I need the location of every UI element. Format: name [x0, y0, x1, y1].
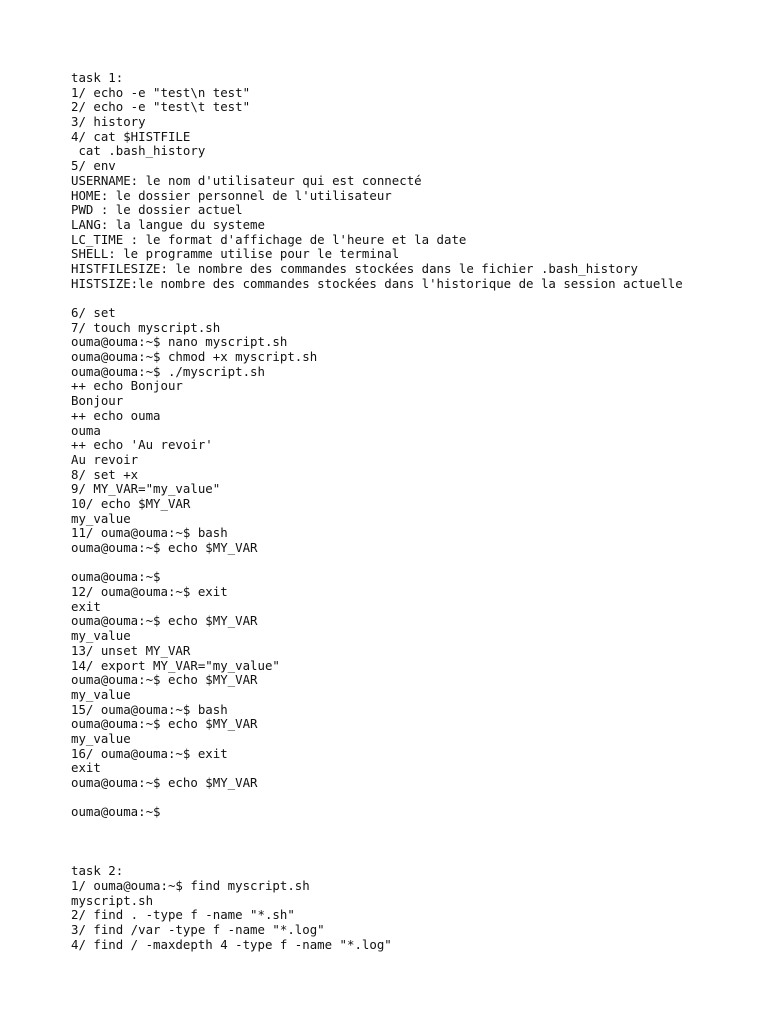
blank-line [71, 791, 751, 806]
blank-line [71, 820, 751, 835]
text-line: PWD : le dossier actuel [71, 202, 243, 218]
text-line: 6/ set [71, 305, 116, 320]
blank-line [71, 835, 751, 850]
text-line: 16/ ouma@ouma:~$ exit [71, 745, 228, 761]
blank-line [71, 849, 751, 864]
text-line: myscript.sh [71, 892, 154, 908]
blank-line [71, 556, 751, 571]
text-line: 12/ ouma@ouma:~$ exit [71, 584, 228, 600]
text-line: HISTSIZE:le nombre des commandes stockées dans l'historique de la session actuelle [71, 275, 683, 291]
document-page [71, 71, 751, 952]
text-line: ouma@ouma:~$ echo $MY_VAR [71, 716, 258, 732]
text-line: ouma@ouma:~$ echo $MY_VAR [71, 540, 258, 555]
text-line: 4/ cat $HISTFILE [71, 128, 191, 144]
text-line: exit [71, 760, 101, 776]
text-line: exit [71, 598, 101, 614]
text-line: ouma@ouma:~$ ./myscript.sh [71, 363, 265, 379]
blank-line [71, 291, 751, 306]
text-line: task 1: [71, 70, 124, 85]
text-line: task 2: [71, 863, 124, 879]
text-line: ouma@ouma:~$ [71, 569, 161, 585]
text-line: LANG: la langue du systeme [71, 216, 265, 232]
text-line: 5/ env [71, 158, 116, 174]
text-line: 2/ echo -e "test\t test" [71, 99, 251, 115]
text-line: 9/ MY_VAR="my_value" [71, 481, 221, 497]
text-line: ouma@ouma:~$ echo $MY_VAR [71, 613, 258, 629]
text-line: ouma [71, 422, 101, 438]
text-line: 11/ ouma@ouma:~$ bash [71, 525, 228, 541]
text-line: Bonjour [71, 393, 124, 409]
text-line: 8/ set +x [71, 466, 139, 482]
text-line: my_value [71, 510, 131, 526]
text-line: USERNAME: le nom d'utilisateur qui est connecté [71, 172, 422, 188]
text-line: 1/ ouma@ouma:~$ find myscript.sh [71, 877, 310, 893]
text-line: 2/ find . -type f -name "*.sh" [71, 907, 295, 923]
text-line: 15/ ouma@ouma:~$ bash [71, 701, 228, 717]
text-line: 1/ echo -e "test\n test" [71, 84, 251, 100]
text-line: 10/ echo $MY_VAR [71, 495, 191, 511]
text-line: ouma@ouma:~$ nano myscript.sh [71, 334, 288, 350]
text-line: 7/ touch myscript.sh [71, 319, 221, 335]
text-line: LC_TIME : le format d'affichage de l'heure et la date [71, 231, 467, 247]
text-line: my_value [71, 628, 131, 644]
text-line: 4/ find / -maxdepth 4 -type f -name "*.log" [71, 936, 392, 952]
text-line: my_value [71, 730, 131, 746]
text-line: 3/ history [71, 114, 146, 130]
text-line: ouma@ouma:~$ [71, 804, 161, 820]
text-line: 13/ unset MY_VAR [71, 642, 191, 658]
text-line: ++ echo ouma [71, 407, 161, 423]
text-line: ouma@ouma:~$ echo $MY_VAR [71, 672, 258, 688]
text-line: ++ echo 'Au revoir' [71, 437, 213, 453]
text-line: cat .bash_history [71, 143, 206, 159]
text-line: ouma@ouma:~$ echo $MY_VAR [71, 775, 258, 790]
text-line: ouma@ouma:~$ chmod +x myscript.sh [71, 349, 318, 365]
text-line: Au revoir [71, 451, 139, 467]
text-line: ++ echo Bonjour [71, 378, 183, 394]
text-line: 3/ find /var -type f -name "*.log" [71, 921, 325, 937]
text-line: my_value [71, 686, 131, 702]
text-line: HOME: le dossier personnel de l'utilisateur [71, 187, 392, 203]
text-line: HISTFILESIZE: le nombre des commandes stockées dans le fichier .bash_history [71, 260, 638, 276]
text-line: 14/ export MY_VAR="my_value" [71, 657, 280, 673]
text-line: SHELL: le programme utilise pour le terminal [71, 246, 400, 262]
